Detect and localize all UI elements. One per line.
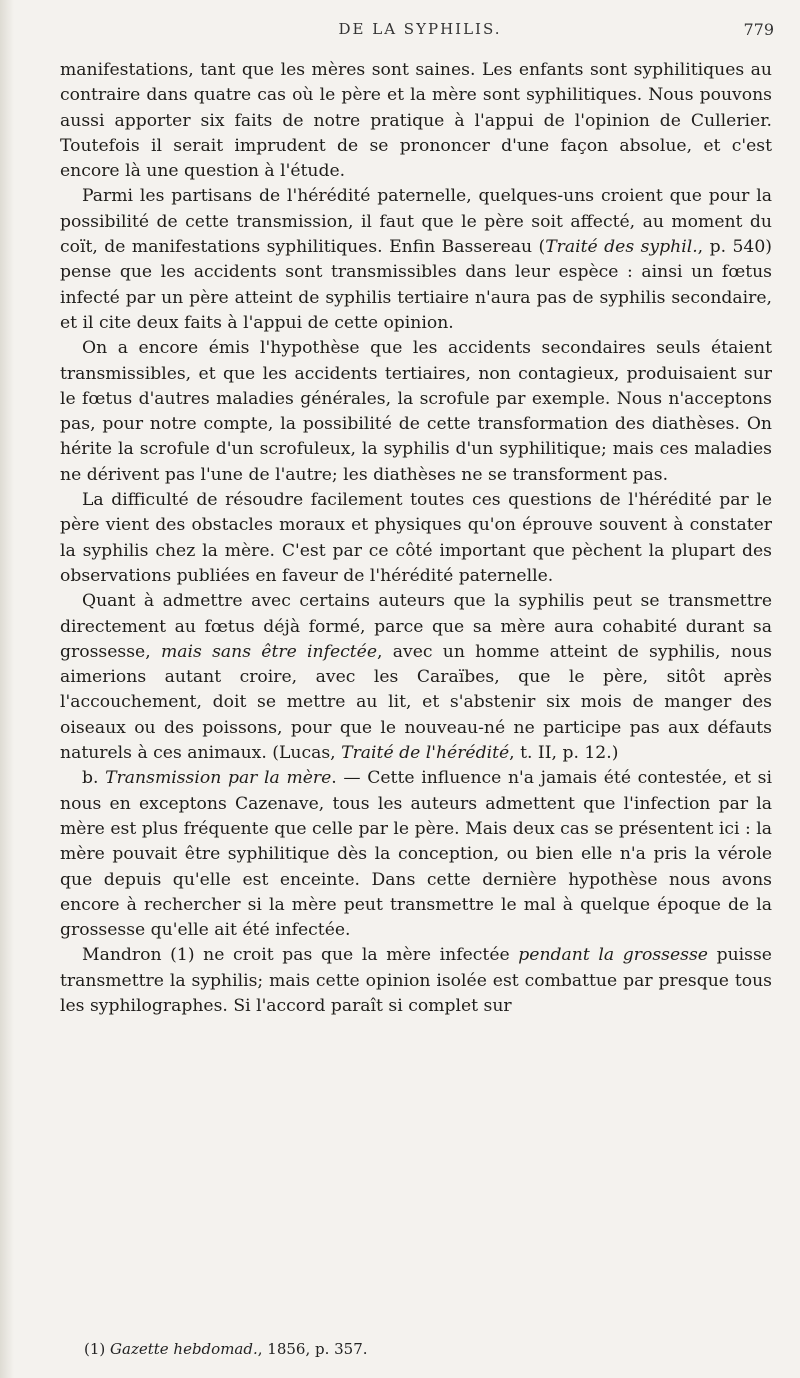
text-run: , avec un homme atteint de syphilis, nous aimerions autant croire, avec les Caraïbes, que le père, sitôt après l'accouchement, doit se mettre au lit, et s'abstenir six mois de manger des oiseaux ou des poissons, pour que le nouveau-né ne participe pas aux défauts naturels à ces animaux. (Lucas, — [60, 641, 773, 764]
footnote-marker: (1) — [84, 1340, 111, 1358]
body-text — [60, 58, 772, 1019]
paragraph-4 — [60, 488, 772, 589]
page-number: 779 — [743, 20, 774, 39]
paragraph-6 — [60, 766, 772, 943]
text-run: Parmi les partisans de l'hérédité paternelle, quelques-uns croient que pour la possibilité de cette transmission, il faut que le père soit affecté, au moment du coït, de manifestations syphilitiques. Enfin Bassereau ( — [60, 186, 772, 258]
italic-run: Traité de l'hérédité — [341, 743, 510, 764]
running-head — [60, 20, 780, 50]
italic-run: Traité des syphil. — [545, 237, 698, 258]
text-run: On a encore émis l'hypothèse que les accidents secondaires seuls étaient transmissibles, et que les accidents tertiaires, non contagieux, produisaient sur le fœtus d'autres maladies générales, la scrofule par exemple. Nous n'acceptons pas, pour notre compte, la possibilité de cette transformation des diathèses. On hérite la scrofule d'un scrofuleux, la syphilis d'un syphilitique; mais ces maladies ne dérivent pas l'une de l'autre; les diathèses ne se transforment pas. — [60, 338, 772, 485]
text-run: Quant à admettre avec certains auteurs que la syphilis peut se transmettre directement au fœtus déjà formé, parce que sa mère aura cohabité durant sa grossesse, — [60, 591, 772, 662]
footnote-source: Gazette hebdomad. — [110, 1340, 258, 1358]
text-run: Mandron (1) ne croit pas que la mère infectée — [82, 945, 519, 966]
italic-run: mais sans être infectée — [160, 641, 378, 662]
paragraph-2 — [60, 184, 772, 336]
text-run: , t. II, p. 12.) — [509, 743, 619, 764]
paragraph-1 — [60, 58, 772, 184]
text-run: , p. 540) pense que les accidents sont transmissibles dans leur espèce : ainsi un fœtus infecté par un père atteint de syphilis tertiaire n'aura pas de syphilis secondaire, et il cite deux faits à l'appui de cette opinion. — [60, 237, 772, 333]
page-binding-shadow — [0, 0, 14, 1378]
italic-run: pendant la grossesse — [518, 945, 708, 966]
text-run: . — Cette influence n'a jamais été contestée, et si nous en exceptons Cazenave, tous les auteurs admettent que l'infection par la mère est plus fréquente que celle par le père. Mais deux cas se présentent ici : la mère pouvait être syphilitique dès la conception, ou bien elle n'a pris la vérole que depuis qu'elle est enceinte. Dans cette dernière hypothèse nous avons encore à rechercher si la mère peut transmettre le mal à quelque époque de la grossesse qu'elle ait été infectée. — [60, 768, 772, 941]
text-run: La difficulté de résoudre facilement toutes ces questions de l'hérédité par le père vient des obstacles moraux et physiques qu'on éprouve souvent à constater la syphilis chez la mère. C'est par ce côté important que pèchent la plupart des observations publiées en faveur de l'hérédité paternelle. — [60, 490, 772, 586]
footnote-rest: , 1856, p. 357. — [257, 1340, 368, 1358]
running-title: DE LA SYPHILIS. — [338, 20, 502, 38]
text-run: manifestations, tant que les mères sont saines. Les enfants sont syphilitiques au contraire dans quatre cas où le père et la mère sont syphilitiques. Nous pouvons aussi apporter six faits de notre pratique à l'appui de l'opinion de Cullerier. Toutefois il serait imprudent de se prononcer d'une façon absolue, et c'est encore là une question à l'étude. — [60, 60, 772, 182]
paragraph-5 — [60, 589, 772, 766]
italic-run: Transmission par la mère — [105, 768, 332, 789]
footnote — [84, 1340, 764, 1358]
paragraph-3 — [60, 336, 772, 488]
text-run: puisse transmettre la syphilis; mais cette opinion isolée est combattue par presque tous les syphilographes. Si l'accord paraît si complet sur — [60, 945, 772, 1016]
paragraph-7 — [60, 943, 772, 1019]
text-run: b. — [82, 768, 106, 789]
